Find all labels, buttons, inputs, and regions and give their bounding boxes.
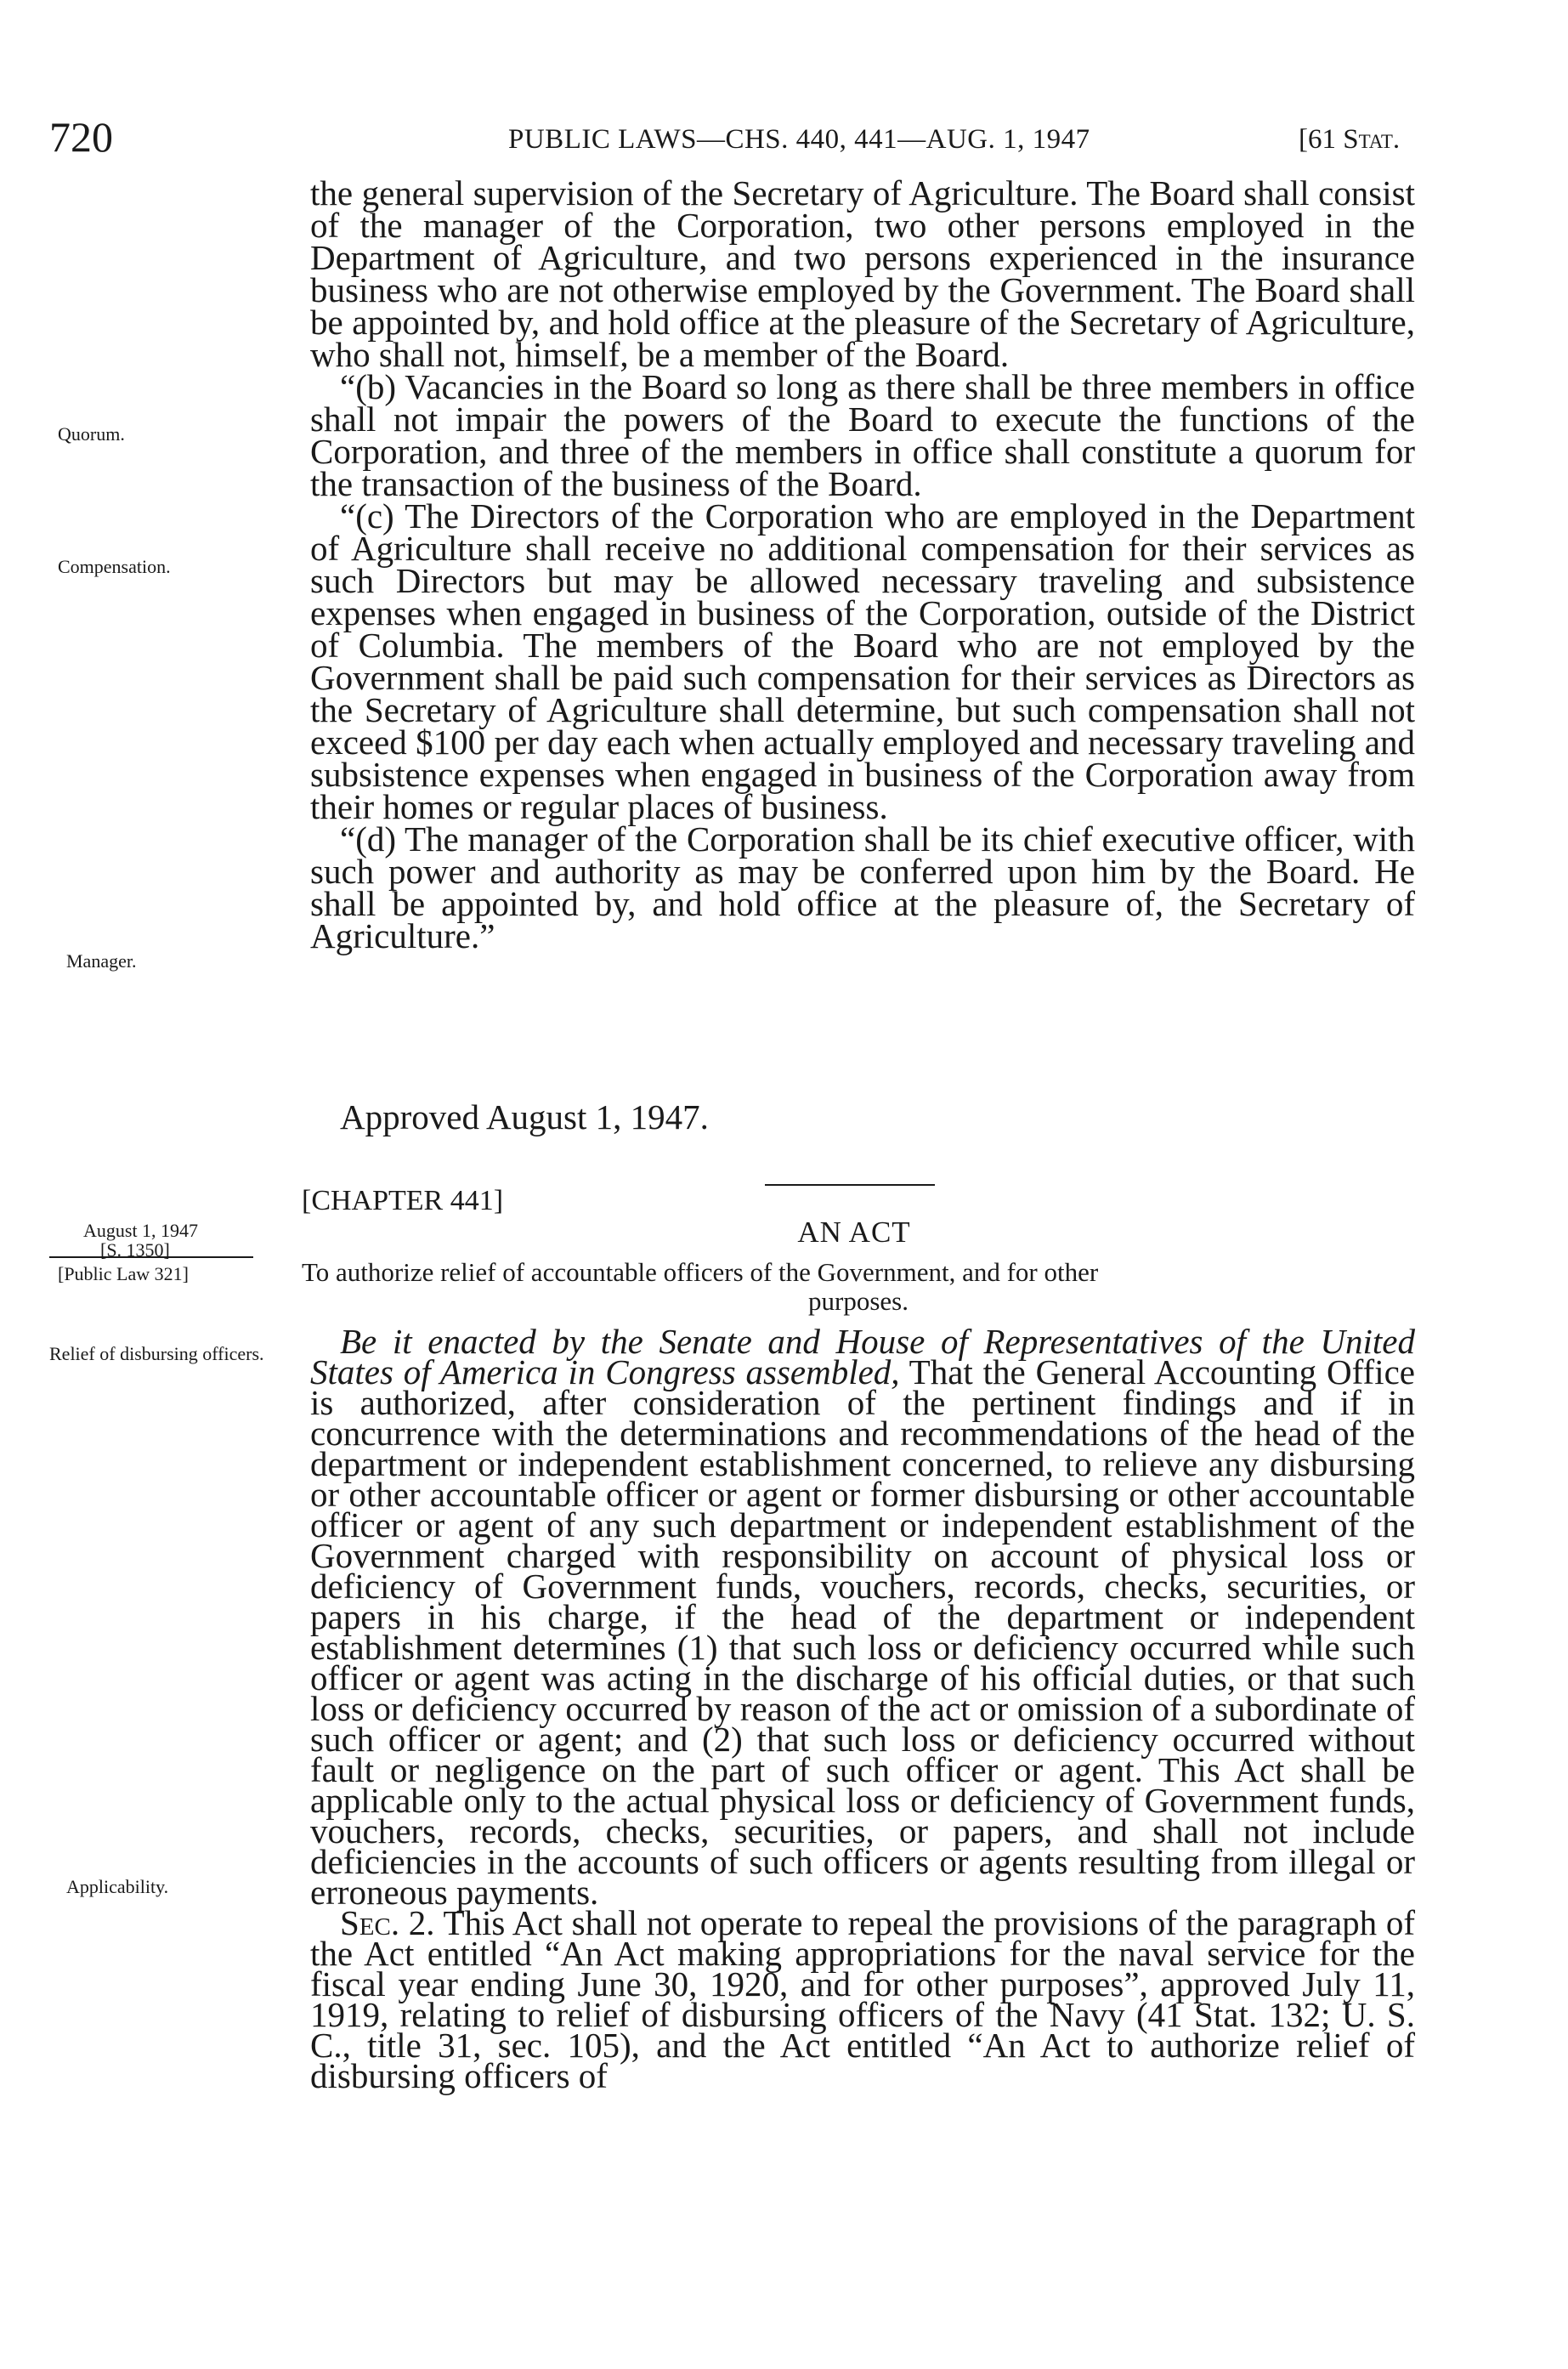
paragraph-b: “(b) Vacancies in the Board so long as there shall be three members in office shall not impair the powers of the Board to execute the functions of the Corporation, and three of the members in office shall constitute a quorum for the transaction of the business of the Board. — [310, 367, 1415, 503]
paragraph-d: “(d) The manager of the Corporation shall be its chief executive officer, with such power and authority as may be conferred upon him by the Board. He shall be appointed by, and hold office at the pleasure of, the Secretary of Agriculture.” — [310, 819, 1415, 955]
margin-note-quorum: Quorum. — [58, 423, 125, 445]
margin-note-manager: Manager. — [66, 950, 137, 972]
margin-note-date: August 1, 1947 — [83, 1220, 199, 1241]
running-header — [49, 113, 1409, 162]
chapter-number: [CHAPTER 441] — [302, 1185, 504, 1216]
paragraph-board: the general supervision of the Secretary of Agriculture. The Board shall consist of the manager of the Corporation, two other persons employed in the Department of Agriculture, and two persons experienced in the insurance business who are not otherwise employed by the Government. The Board shall be appointed by, and hold office at the pleasure of the Secretary of Agriculture, who shall not, himself, be a member of the Board. — [310, 173, 1415, 374]
section-1-text: That the General Accounting Office is authorized, after consideration of the pertinent findings and if in concurrence with the determinations and recommendations of the head of the department or independent establishment concerned, to relieve any disbursing or other accountable officer or agent or former disbursing or other accountable officer or agent of any such department or independent establishment of the Government charged with responsibility on account of physical loss or deficiency of Government funds, vouchers, records, checks, securities, or papers in his charge, if the head of the department or independent establishment determines (1) that such loss or deficiency occurred while such officer or agent was acting in the discharge of his official duties, or that such loss or deficiency occurred by reason of the act or omission of a subordinate of such officer or agent; and (2) that such loss or deficiency occurred without fault or negligence on the part of such officer or agent. This Act shall be applicable only to the actual physical loss or deficiency of Government funds, vouchers, records, checks, securities, or papers, and shall not include deficiencies in the accounts of such officers or agents resulting from illegal or erroneous payments. — [310, 1352, 1415, 1912]
paragraph-section-1 — [310, 1322, 1415, 1912]
act-title-line-1: To authorize relief of accountable officers of the Government, and for other — [302, 1257, 1099, 1287]
act-title — [302, 1258, 1415, 1316]
section-text — [310, 173, 1415, 955]
approved-date: Approved August 1, 1947. — [340, 1097, 709, 1136]
paragraph-c: “(c) The Directors of the Corporation who are employed in the Department of Agriculture shall receive no additional compensation for their services as such Directors but may be allowed necessary traveling and subsistence expenses when engaged in business of the Corporation, outside of the District of Columbia. The members of the Board who are not employed by the Government shall be paid such compensation for their services as Directors as the Secretary of Agriculture shall determine, but such compensation shall not exceed $100 per day each when actually employed and necessary traveling and subsistence expenses when engaged in business of the Corporation away from their homes or regular places of business. — [310, 496, 1415, 826]
section-2-label: Sec. 2. — [340, 1903, 435, 1942]
act-text — [310, 1322, 1416, 2095]
margin-note-compensation: Compensation. — [58, 556, 171, 577]
margin-note-bill: [S. 1350] — [100, 1239, 170, 1261]
volume-reference: [61 Stat. — [1299, 124, 1401, 155]
margin-note-public-law: [Public Law 321] — [58, 1263, 189, 1284]
section-2-text: This Act shall not operate to repeal the provisions of the paragraph of the Act entitled “An Act making appropriations for the naval service for the fiscal year ending June 30, 1920, and for other purposes”, approved July 11, 1919, relating to relief of disbursing officers of the Navy (41 Stat. 132; U. S. C., title 31, sec. 105), and the Act entitled “An Act to authorize relief of disbursing officers of — [310, 1903, 1416, 2095]
margin-note-relief: Relief of disbursing officers. — [49, 1343, 264, 1364]
margin-divider — [49, 1256, 253, 1258]
act-title-line-2: purposes. — [808, 1286, 909, 1316]
margin-note-applicability: Applicability. — [66, 1876, 169, 1897]
enacting-clause: Be it enacted by the Senate and House of Representatives of the United States of America in Congress assembled, — [310, 1322, 1415, 1391]
page-number: 720 — [49, 113, 113, 161]
heading-rule — [765, 1184, 935, 1186]
running-title: PUBLIC LAWS—CHS. 440, 441—AUG. 1, 1947 — [508, 124, 1090, 155]
act-heading: AN ACT — [797, 1216, 911, 1249]
paragraph-section-2 — [310, 1903, 1416, 2095]
